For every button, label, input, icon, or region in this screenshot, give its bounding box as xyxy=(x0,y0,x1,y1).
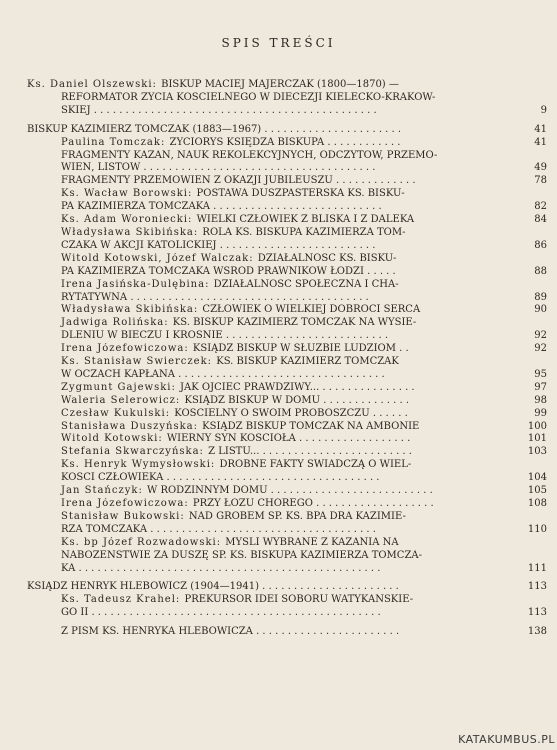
toc-title: RYTATYWNA . . . . . . . . . . . . . . . . . . . . . . . . . . . . . . . . . . . . . . xyxy=(61,291,369,303)
toc-author: Paulina Tomczak: xyxy=(61,136,170,148)
toc-entry xyxy=(27,382,547,395)
toc-title: MYŚLI WYBRANE Z KAZANIA NA xyxy=(225,536,399,548)
toc-page-number: 105 xyxy=(521,485,547,498)
toc-entry-line xyxy=(27,498,547,511)
toc-entry xyxy=(27,537,547,576)
toc-entry-line xyxy=(27,201,547,214)
toc-entry xyxy=(27,498,547,511)
toc-title: KS. BISKUP KAZIMIERZ TOMCZAK xyxy=(216,356,399,368)
toc-title: NABOŻEŃSTWIE ZA DUSZĘ ŚP. KS. BISKUPA KAZIMIERZA TOMCZA- xyxy=(61,549,422,561)
toc-entry xyxy=(27,317,547,343)
table-of-contents xyxy=(27,79,547,639)
toc-page-number: 95 xyxy=(521,369,547,382)
toc-entry-line xyxy=(27,446,547,459)
toc-page-number: 97 xyxy=(521,382,547,395)
toc-entry xyxy=(27,124,547,137)
toc-title: PREKURSOR IDEI SOBORU WATYKAŃSKIE- xyxy=(184,594,414,606)
toc-page-number: 100 xyxy=(521,421,547,434)
toc-entry-line xyxy=(27,408,547,421)
toc-page-number: 88 xyxy=(521,266,547,279)
toc-author: Stefania Skwarczyńska: xyxy=(61,446,209,458)
toc-title: FRAGMENTY KAZAŃ, NAUK REKOLEKCYJNYCH, ODCZYTÓW, PRZEMÓ- xyxy=(61,149,438,161)
toc-entry-line xyxy=(27,607,547,620)
toc-entry-line xyxy=(27,433,547,446)
toc-author: Ks. bp Józef Rozwadowski: xyxy=(61,536,226,548)
toc-page-number: 111 xyxy=(521,563,547,576)
toc-entry xyxy=(27,279,547,305)
toc-title: KOŚCI CZŁOWIEKA . . . . . . . . . . . . . . . . . . . . . . . . . . . . . . . . . . xyxy=(61,472,380,484)
toc-entry xyxy=(27,446,547,459)
toc-page-number: 86 xyxy=(521,240,547,253)
toc-page-number: 99 xyxy=(521,408,547,421)
toc-author: Waleria Selerowicz: xyxy=(61,394,185,406)
toc-page-number: 82 xyxy=(521,201,547,214)
toc-page-number: 78 xyxy=(521,175,547,188)
toc-entry xyxy=(27,356,547,382)
toc-author: Ks. Wacław Borowski: xyxy=(61,188,197,200)
toc-entry-line xyxy=(27,472,547,485)
toc-entry xyxy=(27,581,547,594)
toc-entry-line xyxy=(27,382,547,395)
toc-entry-line xyxy=(27,369,547,382)
toc-entry xyxy=(27,459,547,485)
toc-page-number: 104 xyxy=(521,472,547,485)
toc-title: WIELKI CZŁOWIEK Z BLISKA I Z DALEKA xyxy=(196,214,415,226)
toc-entry xyxy=(27,511,547,537)
toc-entry-line xyxy=(27,137,547,150)
toc-entry-line xyxy=(27,511,547,524)
toc-title: RZA TOMCZAKA . . . . . . . . . . . . . . . . . . . . . . . . . . . . . . . . . . . . xyxy=(61,523,376,535)
toc-entry-line xyxy=(27,304,547,317)
toc-page-number: 110 xyxy=(521,524,547,537)
toc-entry xyxy=(27,175,547,188)
toc-entry-line xyxy=(27,266,547,279)
toc-author: Irena Jasińska-Dulębina: xyxy=(61,278,214,290)
toc-title: NAD GROBEM ŚP. KS. BPA DRA KAZIMIE- xyxy=(188,510,406,522)
toc-entry-line xyxy=(27,317,547,330)
toc-title: CZŁOWIEK O WIELKIEJ DOBROCI SERCA xyxy=(202,304,421,316)
toc-page-number: 41 xyxy=(521,137,547,150)
toc-page-number: 103 xyxy=(521,446,547,459)
toc-author: Stanisława Duszyńska: xyxy=(61,420,203,432)
toc-title: W OCZACH KAPŁANA . . . . . . . . . . . . . . . . . . . . . . . . . . . . . . . . . xyxy=(61,368,385,380)
toc-title: KSIĄDZ HENRYK HLEBOWICZ (1904—1941) . . . . . . . . . . . . . . . . . . . . . . xyxy=(27,581,399,593)
toc-entry-line xyxy=(27,92,547,105)
toc-entry-line xyxy=(27,563,547,576)
toc-author: Władysława Skibińska: xyxy=(61,226,203,238)
toc-entry-line xyxy=(27,175,547,188)
toc-entry-line xyxy=(27,227,547,240)
toc-entry-line xyxy=(27,594,547,607)
toc-entry xyxy=(27,214,547,227)
toc-title: GO II . . . . . . . . . . . . . . . . . . . . . . . . . . . . . . . . . . . . . . . . . . . . . . xyxy=(61,607,381,619)
toc-author: Ks. Adam Woroniecki: xyxy=(61,214,197,226)
toc-entry-line xyxy=(27,524,547,537)
toc-title: WIERNY SYN KOŚCIOŁA . . . . . . . . . . . . . . . . . . xyxy=(166,433,411,445)
toc-author: Stanisław Bukowski: xyxy=(61,510,189,522)
toc-title: ŻYCIORYS KSIĘDZA BISKUPA . . . . . . . . . . . . xyxy=(169,136,401,148)
toc-entry xyxy=(27,79,547,118)
toc-title: WIEŃ, LISTÓW . . . . . . . . . . . . . . . . . . . . . . . . . . . . . . . . . . . . . xyxy=(61,162,376,174)
toc-author: Jadwiga Rolińska: xyxy=(61,317,173,329)
toc-page-number: 9 xyxy=(521,105,547,118)
toc-page-number: 98 xyxy=(521,395,547,408)
toc-entry-line xyxy=(27,343,547,356)
toc-entry-line xyxy=(27,626,547,639)
toc-entry xyxy=(27,304,547,317)
toc-title: POSTAWA DUSZPASTERSKA KS. BISKU- xyxy=(196,188,405,200)
toc-title: DZIAŁALNOŚĆ KS. BISKU- xyxy=(257,252,397,264)
toc-page-number: 49 xyxy=(521,162,547,175)
toc-author: Ks. Stanisław Świerczek: xyxy=(61,356,217,368)
toc-entry xyxy=(27,421,547,434)
toc-page-number: 90 xyxy=(521,304,547,317)
toc-page-number: 84 xyxy=(521,214,547,227)
toc-page-number: 113 xyxy=(521,581,547,594)
toc-title: SKIEJ . . . . . . . . . . . . . . . . . . . . . . . . . . . . . . . . . . . . . . . . . . . . . xyxy=(61,104,377,116)
toc-entry-line xyxy=(27,330,547,343)
toc-title: KS. BISKUP KAZIMIERZ TOMCZAK NA WYSIE- xyxy=(172,317,417,329)
toc-entry-line xyxy=(27,240,547,253)
toc-title: Z PISM KS. HENRYKA HLEBOWICZA . . . . . . . . . . . . . . . . . . . . . . . xyxy=(61,626,400,638)
toc-entry xyxy=(27,188,547,214)
toc-title: JAK OJCIEC PRAWDZIWY... . . . . . . . . . . . . . . . xyxy=(180,381,415,393)
toc-page-number: 101 xyxy=(521,433,547,446)
toc-author: Jan Stańczyk: xyxy=(61,485,147,497)
toc-entry xyxy=(27,150,547,176)
toc-entry-line xyxy=(27,79,547,92)
toc-author: Irena Józefowiczowa: xyxy=(61,498,193,509)
toc-entry-line xyxy=(27,214,547,227)
toc-entry xyxy=(27,594,547,620)
toc-entry xyxy=(27,253,547,279)
toc-author: Zygmunt Gajewski: xyxy=(61,381,181,393)
toc-author: Ks. Henryk Wymysłowski: xyxy=(61,459,220,471)
toc-entry xyxy=(27,227,547,253)
toc-author: Czesław Kukulski: xyxy=(61,407,175,419)
toc-title: Z LISTU... . . . . . . . . . . . . . . . . . . . . . . . . xyxy=(208,446,412,458)
toc-page-number: 41 xyxy=(521,124,547,137)
toc-entry-line xyxy=(27,459,547,472)
toc-entry-line xyxy=(27,292,547,305)
toc-author: Witold Kotowski: xyxy=(61,433,167,445)
toc-title: DZIAŁALNOŚĆ SPOŁECZNA I CHA- xyxy=(213,278,399,290)
watermark: KATAKUMBUS.PL xyxy=(458,733,555,746)
toc-title: DROBNE FAKTY ŚWIADCZĄ O WIEL- xyxy=(219,459,412,471)
toc-entry-line xyxy=(27,356,547,369)
toc-title: KSIĄDZ BISKUP W DOMU . . . . . . . . . . . . . . xyxy=(184,394,410,406)
toc-entry xyxy=(27,137,547,150)
toc-title: KA . . . . . . . . . . . . . . . . . . . . . . . . . . . . . . . . . . . . . . . . . . . . . . . . xyxy=(61,562,381,574)
toc-title: BISKUP MACIEJ MAJERCZAK (1800—1870) — xyxy=(161,79,399,90)
toc-title: PA KAZIMIERZA TOMCZAKA WŚRÓD PRAWNIKÓW ŁODZI . . . . . xyxy=(61,265,396,277)
toc-title: KSIĄDZ BISKUP W SŁUŻBIE LUDZIOM . . xyxy=(192,343,409,355)
toc-entry-line xyxy=(27,162,547,175)
toc-page-number: 92 xyxy=(521,343,547,356)
toc-title: PA KAZIMIERZA TOMCZAKA . . . . . . . . . . . . . . . . . . . . . . . . . . . xyxy=(61,201,382,213)
toc-entry-line xyxy=(27,253,547,266)
toc-entry-line xyxy=(27,581,547,594)
toc-title: REFORMATOR ŻYCIA KOŚCIELNEGO W DIECEZJI KIELECKO-KRAKOW- xyxy=(61,91,436,103)
toc-author: Irena Józefowiczowa: xyxy=(61,343,193,355)
toc-entry-line xyxy=(27,421,547,434)
toc-author: Ks. Daniel Olszewski: xyxy=(27,79,162,90)
toc-entry-line xyxy=(27,124,547,137)
toc-author: Ks. Tadeusz Krahel: xyxy=(61,594,185,606)
toc-author: Witold Kotowski, Józef Walczak: xyxy=(61,252,258,264)
toc-entry-line xyxy=(27,395,547,408)
toc-entry-line xyxy=(27,537,547,550)
toc-entry-line xyxy=(27,105,547,118)
toc-title: ROLA KS. BISKUPA KAZIMIERZA TOM- xyxy=(202,226,406,238)
toc-entry-line xyxy=(27,188,547,201)
page-title: SPIS TREŚCI xyxy=(221,36,336,50)
toc-entry xyxy=(27,485,547,498)
toc-entry xyxy=(27,626,547,639)
toc-title: CZAKA W AKCJI KATOLICKIEJ . . . . . . . . . . . . . . . . . . . . . . . . . xyxy=(61,239,376,251)
toc-title: KOŚCIELNY O SWOIM PROBOSZCZU . . . . . . xyxy=(174,407,408,419)
toc-page-number: 113 xyxy=(521,607,547,620)
toc-title: BISKUP KAZIMIERZ TOMCZAK (1883—1967) . . . . . . . . . . . . . . . . . . . . . . xyxy=(27,123,402,135)
toc-entry xyxy=(27,395,547,408)
toc-title: KSIĄDZ BISKUP TOMCZAK NA AMBONIE xyxy=(202,420,420,432)
toc-entry xyxy=(27,343,547,356)
toc-entry xyxy=(27,408,547,421)
toc-page-number: 92 xyxy=(521,330,547,343)
toc-entry-line xyxy=(27,150,547,163)
toc-title: PRZY ŁOŻU CHOREGO . . . . . . . . . . . . . . . . . . . xyxy=(192,498,434,509)
toc-entry-line xyxy=(27,550,547,563)
toc-title: FRAGMENTY PRZEMÓWIEŃ Z OKAZJI JUBILEUSZU . . . . . . . . . . . . . xyxy=(61,175,416,187)
toc-entry xyxy=(27,433,547,446)
toc-author: Władysława Skibińska: xyxy=(61,304,203,316)
toc-title: DLENIU W BIECZU I KROŚNIE . . . . . . . . . . . . . . . . . . . . . . . . . . xyxy=(61,330,388,342)
toc-entry-line xyxy=(27,279,547,292)
toc-page-number: 89 xyxy=(521,292,547,305)
toc-title: W RODZINNYM DOMU . . . . . . . . . . . . . . . . . . . . . . . . . . xyxy=(147,485,433,497)
toc-page-number: 108 xyxy=(521,498,547,511)
toc-entry-line xyxy=(27,485,547,498)
toc-page-number: 138 xyxy=(521,626,547,639)
